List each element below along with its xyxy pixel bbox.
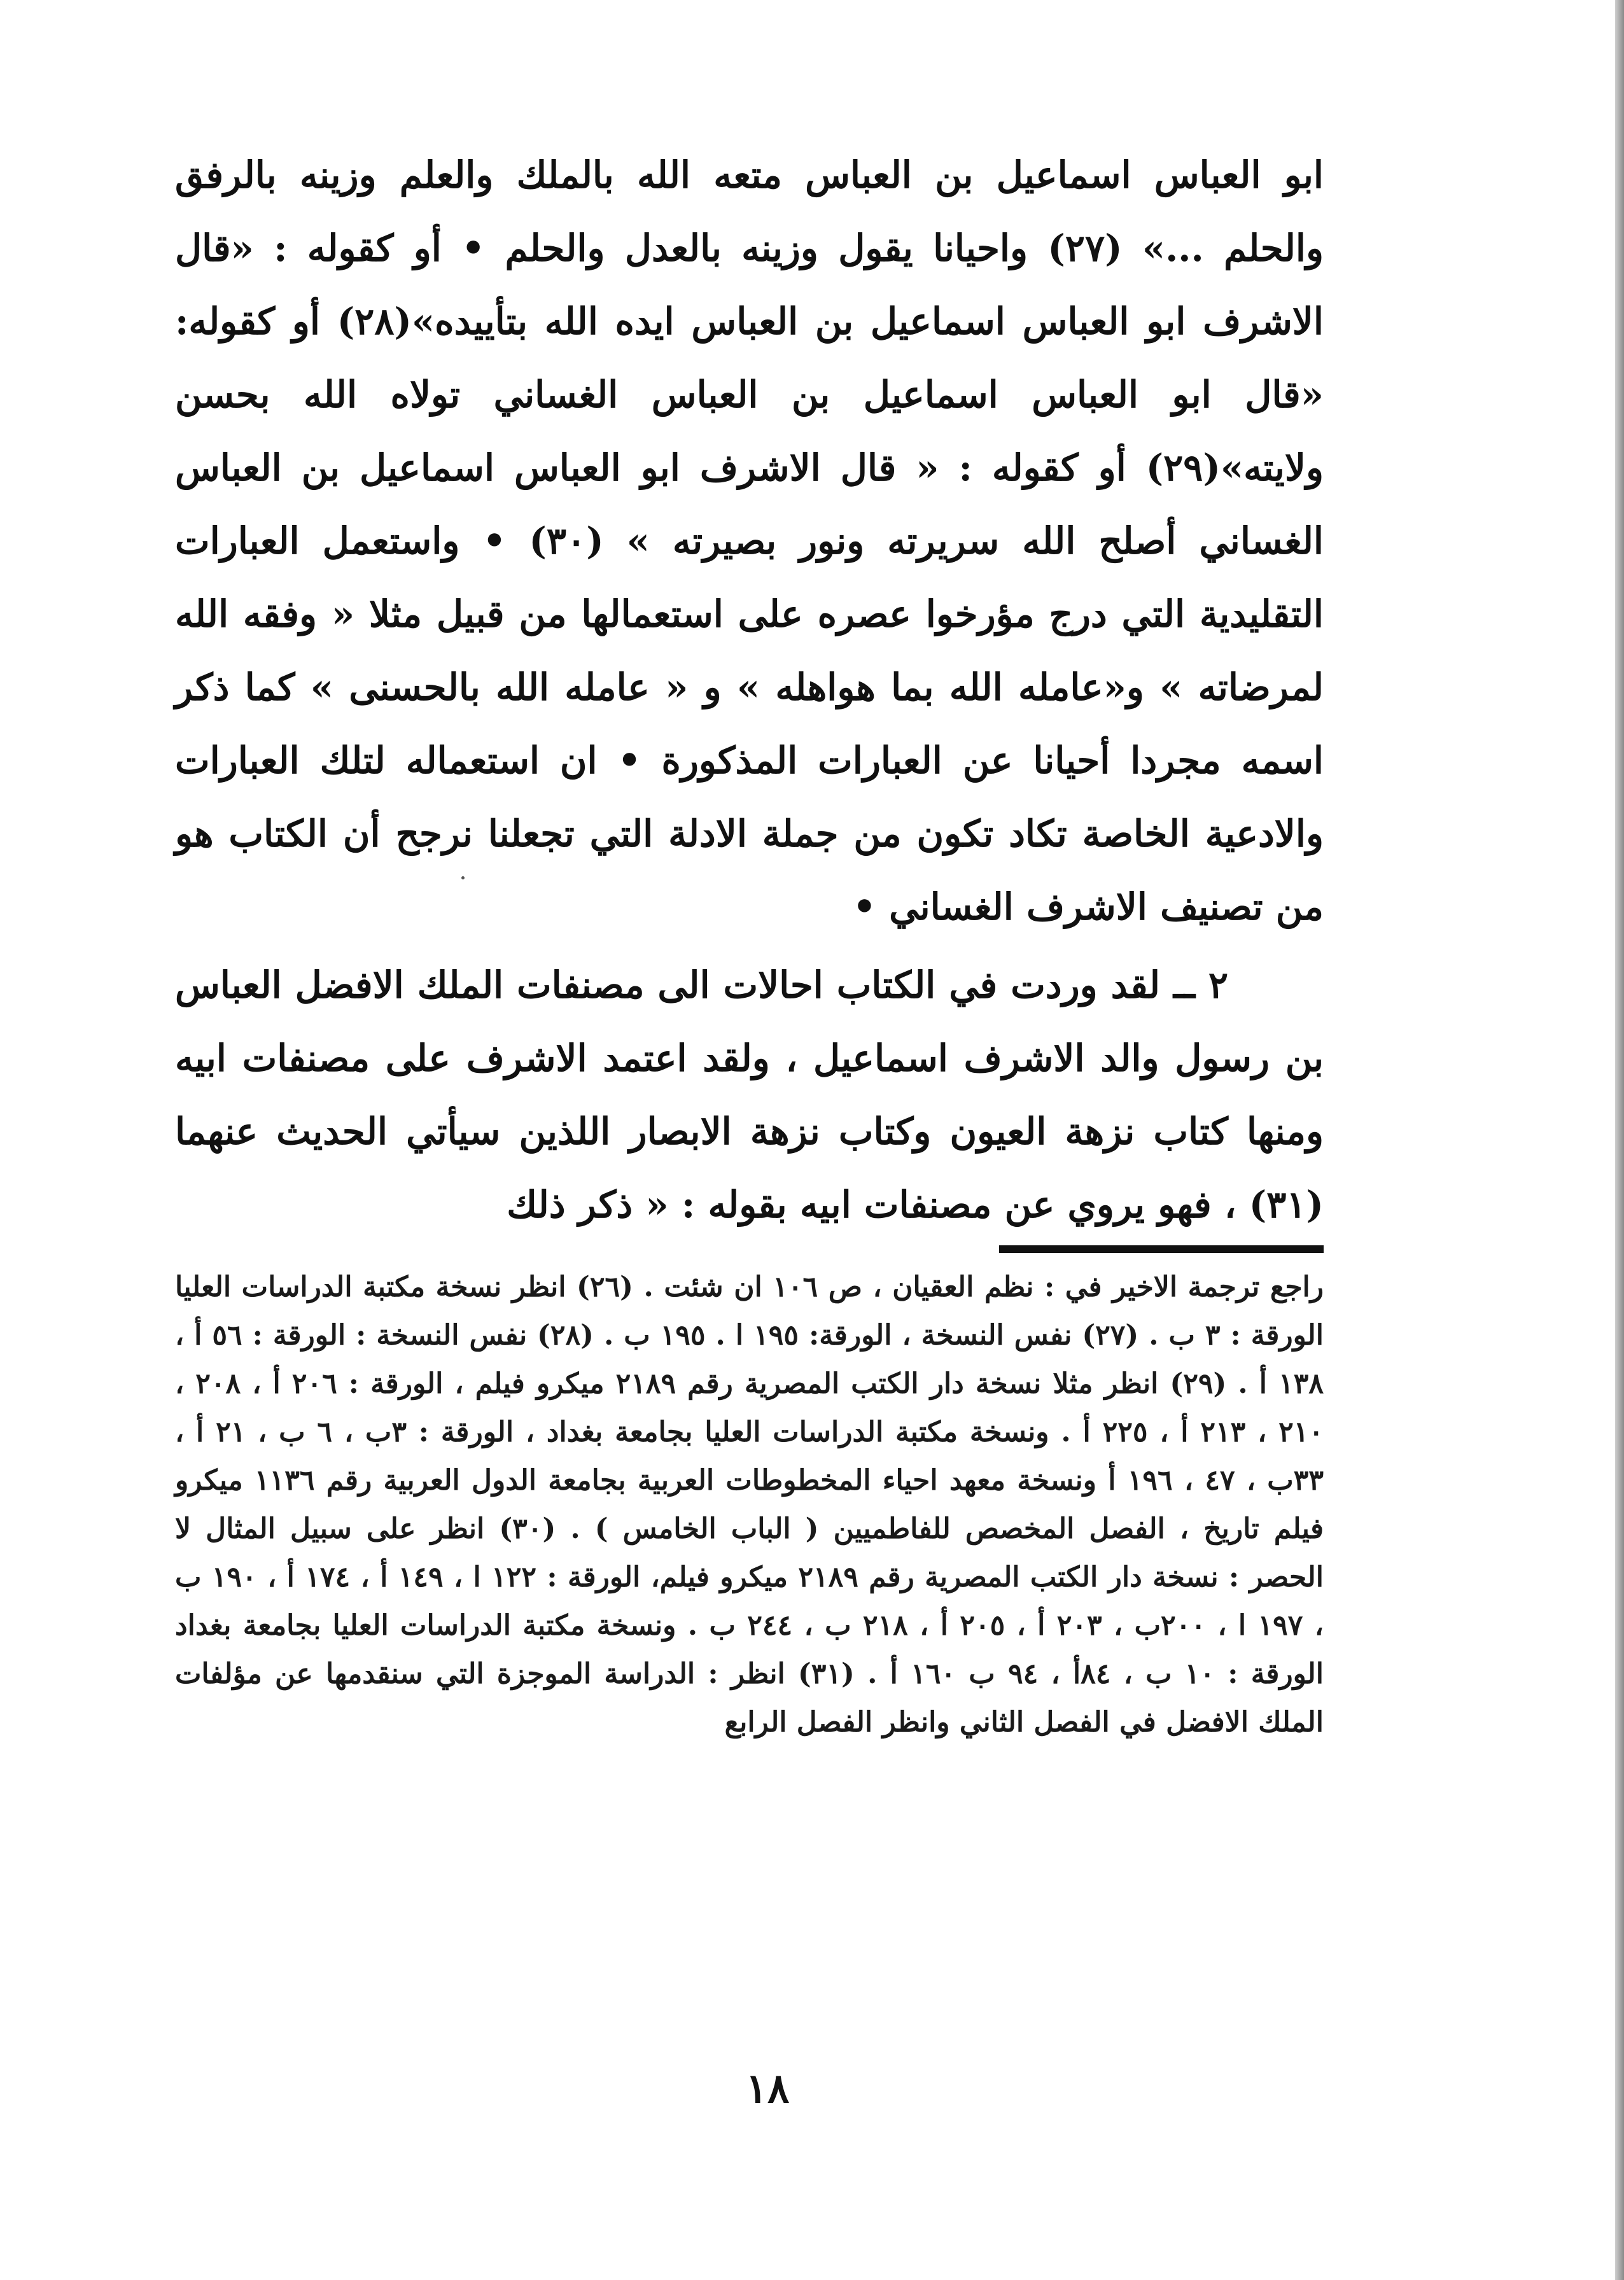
body-paragraph-2: ٢ ــ لقد وردت في الكتاب احالات الى مصنفات الملك الافضل العباس بن رسول والد الاشرف اسماعيل ، ولقد اعتمد الاشرف على مصنفات ابيه ومنها كتاب نزهة العيون وكتاب نزهة الابصار اللذين سيأتي الحديث عنهما (٣١) ، فهو يروي عن مصنفات ابيه بقوله : « ذكر ذلك [175,963,1324,1226]
footnote-separator [999,1245,1324,1253]
scan-speck [461,876,465,879]
body-paragraph-1: ابو العباس اسماعيل بن العباس متعه الله بالملك والعلم وزينه بالرفق والحلم ...» (٢٧) واحيانا يقول وزينه بالعدل والحلم • أو كقوله : «قال الاشرف ابو العباس اسماعيل بن العباس ايده الله بتأييده»(٢٨) أو كقوله: «قال ابو العباس اسماعيل بن العباس الغساني تولاه الله بحسن ولايته»(٢٩) أو كقوله : « قال الاشرف ابو العباس اسماعيل بن العباس الغساني أصلح الله سريرته ونور بصيرته » (٣٠) • واستعمل العبارات التقليدية التي درج مؤرخوا عصره على استعمالها من قبيل مثلا « وفقه الله لمرضاته » و«عامله الله بما هواهله » و « عامله الله بالحسنى » كما ذكر اسمه مجردا أحيانا عن العبارات المذكورة • ان استعماله لتلك العبارات والادعية الخاصة تكاد تكون من جملة الادلة التي تجعلنا نرجح أن الكتاب هو من تصنيف الاشرف الغساني • [175,153,1324,928]
footnotes-block [175,1263,1324,1747]
page-edge-shadow [1615,0,1624,2280]
footnotes-text: راجع ترجمة الاخير في : نظم العقيان ، ص ١٠٦ ان شئت . (٢٦) انظر نسخة مكتبة الدراسات العليا الورقة : ٣ ب . (٢٧) نفس النسخة ، الورقة: ١٩٥ ا . ١٩٥ ب . (٢٨) نفس النسخة : الورقة : ٥٦ أ ، ١٣٨ أ . (٢٩) انظر مثلا نسخة دار الكتب المصرية رقم ٢١٨٩ ميكرو فيلم ، الورقة : ٢٠٦ أ ، ٢٠٨ ، ٢١٠ ، ٢١٣ أ ، ٢٢٥ أ . ونسخة مكتبة الدراسات العليا بجامعة بغداد ، الورقة : ٣ب ، ٦ ب ، ٢١ أ ، ٣٣ب ، ٤٧ ، ١٩٦ أ ونسخة معهد احياء المخطوطات العربية بجامعة الدول العربية رقم ١١٣٦ ميكرو فيلم تاريخ ، الفصل المخصص للفاطميين ( الباب الخامس ) . (٣٠) انظر على سبيل المثال لا الحصر : نسخة دار الكتب المصرية رقم ٢١٨٩ ميكرو فيلم، الورقة : ١٢٢ ا ، ١٤٩ أ ، ١٧٤ أ ، ١٩٠ ب ، ١٩٧ ا ، ٢٠٠ب ، ٢٠٣ أ ، ٢٠٥ أ ، ٢١٨ ب ، ٢٤٤ ب . ونسخة مكتبة الدراسات العليا بجامعة بغداد الورقة : ١٠ ب ، ٨٤أ ، ٩٤ ب ١٦٠ أ . (٣١) انظر : الدراسة الموجزة التي سنقدمها عن مؤلفات الملك الافضل في الفصل الثاني وانظر الفصل الرابع [175,1271,1324,1738]
page-number: ١٨ [745,2065,790,2113]
main-text-block [175,139,1324,1241]
